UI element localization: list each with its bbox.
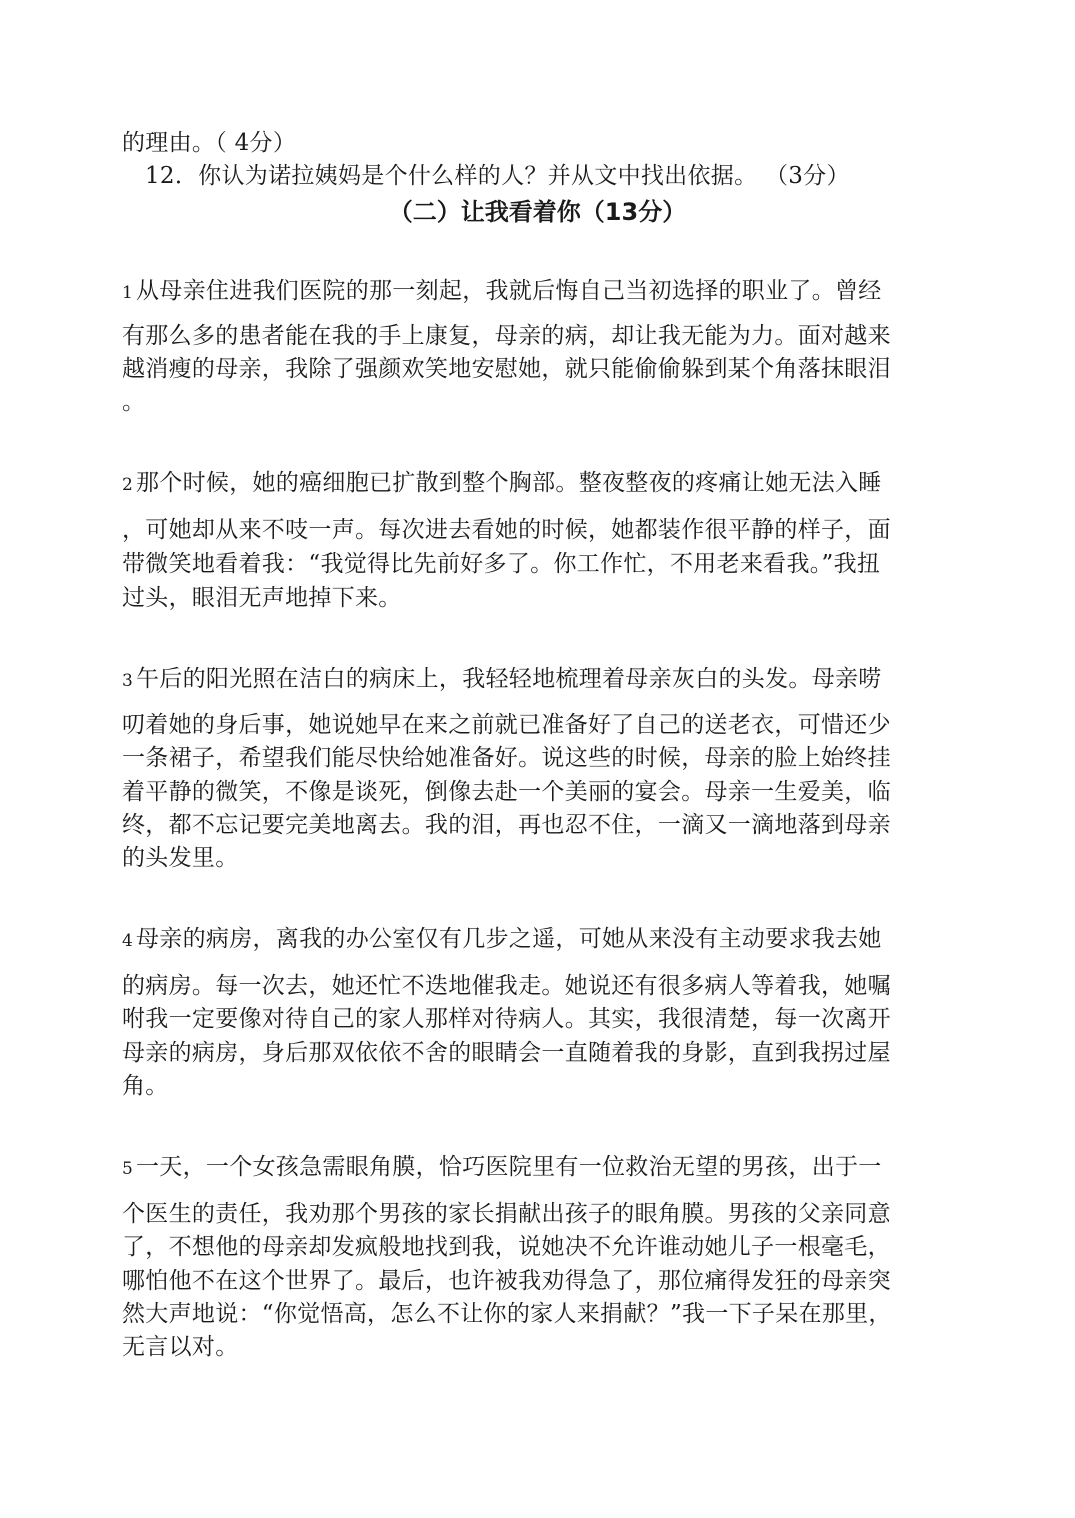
section-title: （二）让我看着你（13分） — [388, 198, 687, 226]
paragraph-3-line-4: 着平静的微笑，不像是谈死，倒像去赴一个美丽的宴会。母亲一生爱美，临 — [122, 779, 891, 805]
question-12: 12．你认为诺拉姨妈是个什么样的人？并从文中找出依据。 （3分） — [145, 163, 850, 189]
header-line-reason: 的理由。（ 4分） — [122, 130, 297, 156]
paragraph-number: 4 — [122, 931, 134, 951]
paragraph-4-line-4: 母亲的病房，身后那双依依不舍的眼睛会一直随着我的身影，直到我拐过屋 — [122, 1040, 891, 1066]
paragraph-1-line-3: 越消瘦的母亲，我除了强颜欢笑地安慰她，就只能偷偷躲到某个角落抹眼泪 — [122, 356, 891, 382]
paragraph-number: 5 — [122, 1159, 134, 1179]
paragraph-2-line-3: 带微笑地看着我：“我觉得比先前好多了。你工作忙，不用老来看我。”我扭 — [122, 551, 881, 577]
paragraph-3-line-2: 叨着她的身后事，她说她早在来之前就已准备好了自己的送老衣，可惜还少 — [122, 712, 891, 738]
paragraph-4-line-1: 4 母亲的病房，离我的办公室仅有几步之遥，可她从来没有主动要求我去她 — [122, 924, 882, 956]
paragraph-number: 3 — [122, 671, 134, 691]
paragraph-5-line-5: 然大声地说：“你觉悟高，怎么不让你的家人来捐献？”我一下子呆在那里， — [122, 1301, 892, 1327]
paragraph-2-line-4: 过头，眼泪无声地掉下来。 — [122, 585, 402, 611]
paragraph-1-line-4: 。 — [122, 389, 146, 415]
paragraph-2-line-2: ，可她却从来不吱一声。每次进去看她的时候，她都装作很平静的样子，面 — [122, 517, 891, 543]
paragraph-1-line-2: 有那么多的患者能在我的手上康复，母亲的病，却让我无能为力。面对越来 — [122, 323, 891, 349]
paragraph-5-line-6: 无言以对。 — [122, 1334, 239, 1360]
paragraph-3-line-3: 一条裙子，希望我们能尽快给她准备好。说这些的时候，母亲的脸上始终挂 — [122, 745, 891, 771]
paragraph-3-line-5: 终，都不忘记要完美地离去。我的泪，再也忍不住，一滴又一滴地落到母亲 — [122, 812, 891, 838]
paragraph-number: 1 — [122, 283, 134, 303]
paragraph-5-line-4: 哪怕他不在这个世界了。最后，也许被我劝得急了，那位痛得发狂的母亲突 — [122, 1268, 891, 1294]
paragraph-4-line-3: 咐我一定要像对待自己的家人那样对待病人。其实，我很清楚，每一次离开 — [122, 1006, 891, 1032]
paragraph-2-line-1: 2 那个时候，她的癌细胞已扩散到整个胸部。整夜整夜的疼痛让她无法入睡 — [122, 468, 882, 500]
paragraph-1-line-1: 1 从母亲住进我们医院的那一刻起，我就后悔自己当初选择的职业了。曾经 — [122, 276, 882, 308]
paragraph-5-line-2: 个医生的责任，我劝那个男孩的家长捐献出孩子的眼角膜。男孩的父亲同意 — [122, 1201, 891, 1227]
paragraph-5-line-1: 5 一天，一个女孩急需眼角膜，恰巧医院里有一位救治无望的男孩，出于一 — [122, 1152, 882, 1184]
paragraph-number: 2 — [122, 475, 134, 495]
paragraph-4-line-5: 角。 — [122, 1073, 169, 1099]
paragraph-3-line-6: 的头发里。 — [122, 845, 239, 871]
paragraph-3-line-1: 3 午后的阳光照在洁白的病床上，我轻轻地梳理着母亲灰白的头发。母亲唠 — [122, 664, 882, 696]
paragraph-4-line-2: 的病房。每一次去，她还忙不迭地催我走。她说还有很多病人等着我，她嘱 — [122, 973, 891, 999]
paragraph-5-line-3: 了，不想他的母亲却发疯般地找到我，说她决不允许谁动她儿子一根毫毛， — [122, 1234, 891, 1260]
